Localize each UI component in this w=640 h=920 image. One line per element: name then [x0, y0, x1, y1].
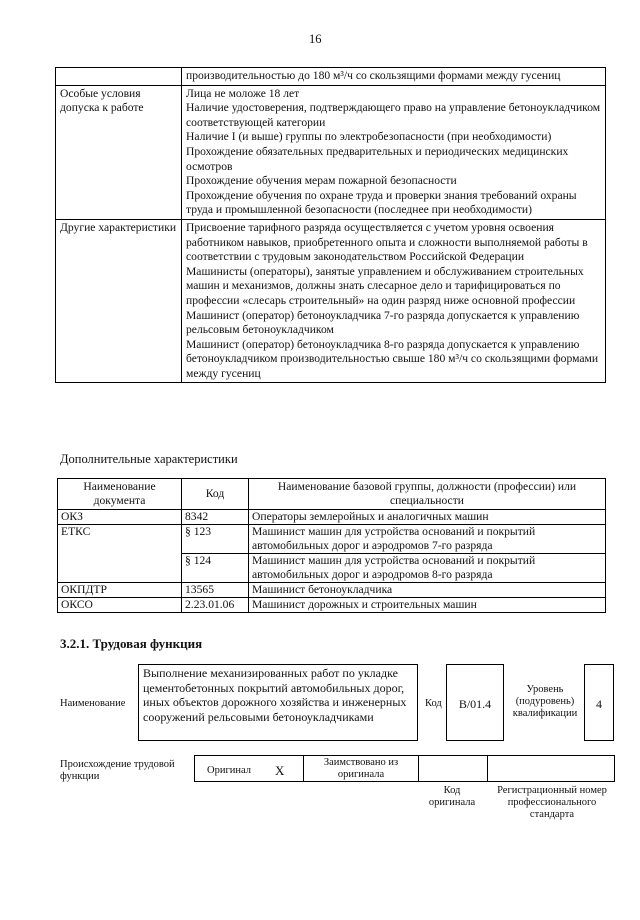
name-label: Наименование [60, 698, 126, 709]
origin-code-label: Код оригинала [428, 785, 476, 808]
level-label: Уровень (подуровень) квалификации [512, 684, 578, 719]
function-title: 3.2.1. Трудовая функция [60, 636, 203, 651]
section-title: Дополнительные характеристики [60, 452, 238, 466]
function-name-box [138, 664, 418, 741]
table-row [56, 68, 606, 86]
header-doc: Наименование документа [58, 479, 182, 510]
level-value: 4 [596, 697, 602, 711]
table-row: ЕТКС § 123 Машинист машин для устройства оснований и покрытий автомобильных дорог и аэродромов 7-го разряда [58, 525, 606, 554]
table-row: ОКПДТР 13565 Машинист бетоноукладчика [58, 583, 606, 598]
code-label: Код [425, 698, 442, 709]
table-row [56, 219, 606, 383]
borrowed-label: Заимствовано из оригинала [323, 757, 399, 780]
origin-borrowed-cell [303, 755, 419, 782]
table-row [56, 85, 606, 219]
origin-code-cell [418, 755, 488, 782]
origin-reg-cell [487, 755, 615, 782]
continued-text: производительностью до 180 м³/ч со скользящими формами между гусениц [182, 68, 606, 86]
table-row: § 124 Машинист машин для устройства оснований и покрытий автомобильных дорог и аэродромов 8-го разряда [58, 554, 606, 583]
requirements-table [55, 67, 606, 383]
header-name: Наименование базовой группы, должности (профессии) или специальности [249, 479, 606, 510]
row-content: Лица не моложе 18 лет Наличие удостоверения, подтверждающего право на управление бетоноукладчиком соответствующей категории Наличие I (и выше) группы по электробезопасности (при необходимости) Прохождение обязательных предварительных и периодических медицинских осмотров Прохождение обучения мерам пожарной безопасности Прохождение обучения по охране труда и проверки знания требований охраны труда и промышленной безопасности (последнее при необходимости) [182, 85, 606, 219]
function-name-value: Выполнение механизированных работ по укладке цементобетонных покрытий автомобильных дорог, иных объектов дорожного хозяйства и инженерных сооружений рельсовыми бетоноукладчиками [143, 666, 407, 724]
row-label: Особые условия допуска к работе [56, 85, 182, 219]
original-label: Оригинал [207, 765, 251, 776]
table-row: ОКЗ 8342 Операторы землеройных и аналогичных машин [58, 510, 606, 525]
header-code: Код [182, 479, 249, 510]
reg-number-label: Регистрационный номер профессионального стандарта [497, 785, 607, 820]
original-mark: X [275, 763, 285, 778]
origin-original-cell [194, 755, 304, 782]
additional-table [57, 478, 606, 613]
row-content: Присвоение тарифного разряда осуществляется с учетом уровня освоения работником навыков, приобретенного опыта и сложности выполняемой работы в соответствии с трудовым законодательством Российской Федерации Машинисты (операторы), занятые управлением и обслуживанием строительных машин и механизмов, должны знать слесарное дело и тарифицироваться по профессии «слесарь строительный» на один разряд ниже основной профессии Машинист (оператор) бетоноукладчика 7-го разряда допускается к управлению рельсовым бетоноукладчиком Машинист (оператор) бетоноукладчика 8-го разряда допускается к управлению бетоноукладчиком производительностью свыше 180 м³/ч со скользящими формами между гусениц [182, 219, 606, 383]
table-header [58, 479, 606, 510]
row-label: Другие характеристики [56, 219, 182, 383]
page-number: 16 [309, 32, 322, 46]
origin-label: Происхождение трудовой функции [60, 759, 175, 782]
code-box [446, 664, 504, 741]
code-value: B/01.4 [458, 697, 492, 711]
level-box [584, 664, 614, 741]
table-row: ОКСО 2.23.01.06 Машинист дорожных и строительных машин [58, 598, 606, 613]
